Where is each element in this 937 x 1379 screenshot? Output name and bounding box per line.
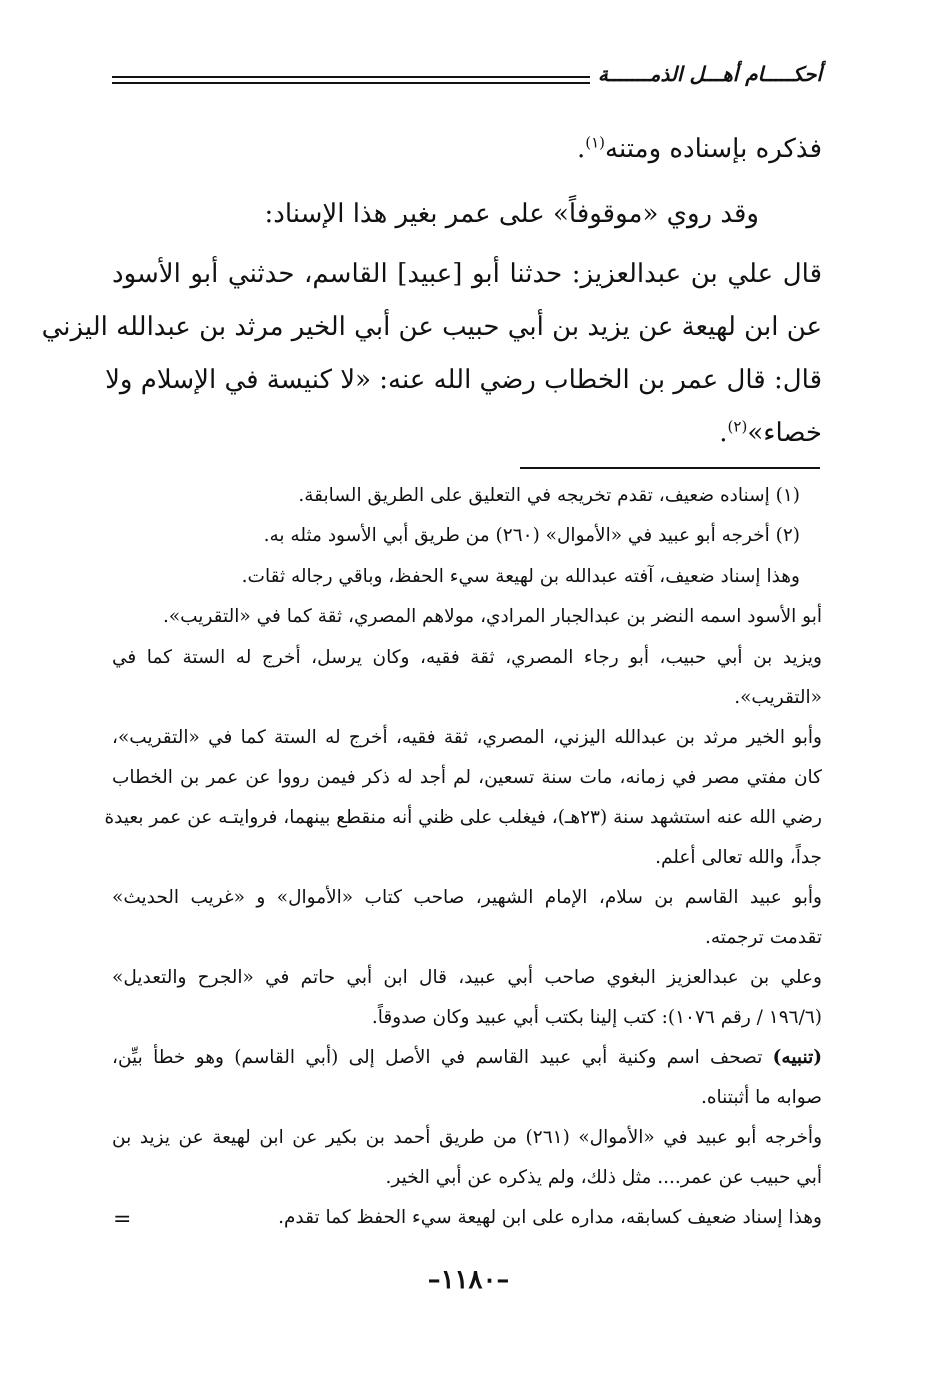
footnote-2-line-17: أبي حبيب عن عمر.... مثل ذلك، ولم يذكره عن أبي الخير. (385, 1167, 822, 1188)
note-label: (تنبيه) (772, 1047, 822, 1068)
footnote-2-line-16: وأخرجه أبو عبيد في «الأموال» (٢٦١) من طريق أحمد بن بكير عن ابن لهيعة عن يزيد بن (112, 1127, 822, 1148)
footnote-2-line-2: وهذا إسناد ضعيف، آفته عبدالله بن لهيعة سيء الحفظ، وباقي رجاله ثقات. (241, 566, 800, 587)
page-number: –١١٨٠– (427, 1265, 510, 1295)
footnote-2-line-15: صوابه ما أثبتناه. (700, 1087, 822, 1108)
footnote-2-line-8: رضي الله عنه استشهد سنة (٢٣هـ)، فيغلب على ظني أنه منقطع بينهما، فروايتـه عن عمر بعيدة (104, 807, 822, 828)
running-header (112, 62, 822, 92)
main-para-line-1: قال علي بن عبدالعزيز: حدثنا أبو [عبيد] القاسم، حدثني أبو الأسود (112, 259, 822, 289)
footnote-2: (٢) أخرجه أبو عبيد في «الأموال» (٢٦٠) من طريق أبي الأسود مثله به. (263, 525, 800, 546)
footnote-2-note (112, 1047, 822, 1068)
footnote-2-line-12: وعلي بن عبدالعزيز البغوي صاحب أبي عبيد، قال ابن أبي حاتم في «الجرح والتعديل» (112, 967, 822, 988)
main-line-1-end: . (576, 134, 586, 164)
main-para-line-2: عن ابن لهيعة عن يزيد بن أبي حبيب عن أبي الخير مرثد بن عبدالله اليزني (41, 312, 822, 342)
footnote-2-line-4: ويزيد بن أبي حبيب، أبو رجاء المصري، ثقة فقيه، وكان يرسل، أخرج له الستة كما في (112, 647, 822, 668)
footnote-2-line-3: أبو الأسود اسمه النضر بن عبدالجبار المرادي، مولاهم المصري، ثقة كما في «التقريب». (162, 606, 822, 627)
continuation-mark: = (113, 1207, 132, 1232)
main-line-2: وقد روي «موقوفاً» على عمر بغير هذا الإسناد: (264, 199, 759, 229)
footnote-ref-1: (١) (585, 133, 606, 152)
footnote-2-line-18: وهذا إسناد ضعيف كسابقه، مداره على ابن لهيعة سيء الحفظ كما تقدم. (278, 1207, 822, 1228)
header-rule-lower (112, 82, 590, 84)
footnote-separator (520, 467, 820, 469)
footnote-1: (١) إسناده ضعيف، تقدم تخريجه في التعليق على الطريق السابقة. (298, 485, 800, 506)
main-line-1 (112, 134, 822, 164)
footnote-ref-2: (٢) (727, 417, 748, 436)
main-para-line-4 (112, 418, 822, 448)
header-title: أحكـــــام أهـــل الذمـــــــة (597, 62, 822, 86)
header-rule-upper (112, 76, 590, 78)
main-para-last-end: . (719, 418, 728, 448)
main-para-last-text: خصاء» (747, 418, 822, 448)
footnote-2-line-7: كان مفتي مصر في زمانه، مات سنة تسعين، لم أجد له ذكر فيمن رووا عن عمر بن الخطاب (112, 767, 822, 788)
footnote-2-line-6: وأبو الخير مرثد بن عبدالله اليزني، المصري، ثقة فقيه، أخرج له الستة كما في «التقريب»، (112, 727, 822, 748)
main-line-1-text: فذكره بإسناده ومتنه (605, 134, 822, 164)
footnote-2-line-10: وأبو عبيد القاسم بن سلام، الإمام الشهير، صاحب كتاب «الأموال» و «غريب الحديث» (112, 887, 822, 908)
footnote-2-line-13: (١٩٦/٦ / رقم ١٠٧٦): كتب إلينا بكتب أبي عبيد وكان صدوقاً. (371, 1007, 822, 1028)
footnote-2-line-5: «التقريب». (734, 687, 822, 708)
footnote-2-line-9: جداً، والله تعالى أعلم. (655, 847, 822, 868)
footnote-2-line-11: تقدمت ترجمته. (704, 927, 822, 948)
note-text: تصحف اسم وكنية أبي عبيد القاسم في الأصل إلى (أبي القاسم) وهو خطأ بيِّن، (112, 1047, 773, 1068)
main-para-line-3: قال: قال عمر بن الخطاب رضي الله عنه: «لا كنيسة في الإسلام ولا (105, 365, 822, 395)
